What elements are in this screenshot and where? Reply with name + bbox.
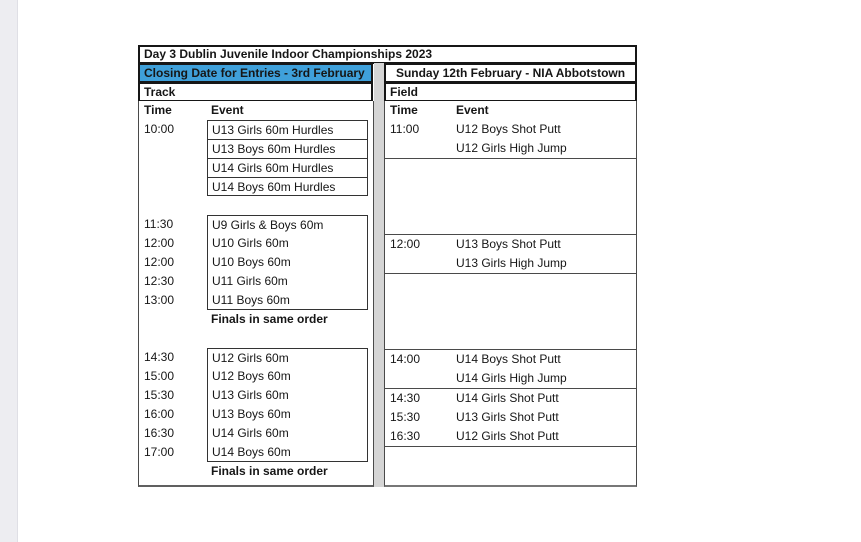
- time-cell: 15:00: [144, 369, 175, 383]
- time-cell: 12:30: [144, 274, 175, 288]
- track-column-headers: [139, 101, 373, 120]
- field-section-label: Field: [384, 82, 637, 102]
- event-cell: U13 Girls Shot Putt: [456, 410, 559, 424]
- field-block: [385, 120, 636, 158]
- event-cell: U14 Girls High Jump: [456, 371, 567, 385]
- track-schedule-row: [139, 139, 373, 158]
- time-cell: 16:00: [144, 407, 175, 421]
- field-schedule-row: [385, 389, 636, 408]
- track-schedule-row: [139, 291, 373, 310]
- venue-date-cell: Sunday 12th February - NIA Abbotstown: [384, 63, 637, 83]
- field-event-header: Event: [456, 103, 489, 117]
- event-cell: U11 Girls 60m: [207, 272, 368, 291]
- event-cell: U13 Girls High Jump: [456, 256, 567, 270]
- track-schedule-row: [139, 443, 373, 462]
- time-cell: 13:00: [144, 293, 175, 307]
- field-block: [385, 388, 636, 446]
- track-note-row: [139, 462, 373, 481]
- field-schedule-table: [384, 101, 637, 487]
- time-cell: 15:30: [390, 410, 421, 424]
- field-schedule-row: [385, 139, 636, 158]
- track-note-text: Finals in same order: [211, 312, 328, 326]
- track-time-header: Time: [144, 103, 172, 117]
- event-cell: U12 Girls High Jump: [456, 141, 567, 155]
- field-block: [385, 158, 636, 234]
- event-cell: U14 Girls 60m: [207, 424, 368, 443]
- schedule-title: Day 3 Dublin Juvenile Indoor Championships 2023: [138, 45, 637, 64]
- field-schedule-row: [385, 254, 636, 273]
- track-schedule-row: [139, 405, 373, 424]
- event-cell: U13 Boys Shot Putt: [456, 237, 561, 251]
- event-cell: U14 Girls Shot Putt: [456, 391, 559, 405]
- track-schedule-row: [139, 424, 373, 443]
- event-cell: U9 Girls & Boys 60m: [207, 215, 368, 234]
- time-cell: 15:30: [144, 388, 175, 402]
- field-time-header: Time: [390, 103, 418, 117]
- event-cell: U14 Boys 60m Hurdles: [207, 177, 368, 196]
- event-cell: U13 Girls 60m Hurdles: [207, 120, 368, 139]
- event-cell: U14 Boys Shot Putt: [456, 352, 561, 366]
- track-schedule-row: [139, 272, 373, 291]
- field-block: [385, 446, 636, 487]
- time-cell: 12:00: [144, 255, 175, 269]
- track-schedule-row: [139, 367, 373, 386]
- time-cell: 16:30: [144, 426, 175, 440]
- field-schedule-row: [385, 408, 636, 427]
- track-schedule-row: [139, 177, 373, 196]
- page-left-margin: [0, 0, 18, 542]
- event-cell: U11 Boys 60m: [207, 291, 368, 310]
- field-schedule-row: [385, 369, 636, 388]
- time-cell: 12:00: [144, 236, 175, 250]
- event-cell: U12 Girls Shot Putt: [456, 429, 559, 443]
- track-schedule-row: [139, 253, 373, 272]
- track-spacer-row: [139, 329, 373, 348]
- field-block: [385, 234, 636, 273]
- track-note-row: [139, 310, 373, 329]
- event-cell: U12 Boys Shot Putt: [456, 122, 561, 136]
- event-cell: U14 Girls 60m Hurdles: [207, 158, 368, 177]
- time-cell: 17:00: [144, 445, 175, 459]
- track-schedule-row: [139, 215, 373, 234]
- time-cell: 10:00: [144, 122, 175, 136]
- event-cell: U12 Girls 60m: [207, 348, 368, 367]
- time-cell: 11:00: [390, 122, 420, 136]
- event-cell: U12 Boys 60m: [207, 367, 368, 386]
- time-cell: 14:30: [390, 391, 421, 405]
- field-schedule-row: [385, 235, 636, 254]
- event-cell: U10 Girls 60m: [207, 234, 368, 253]
- track-schedule-row: [139, 158, 373, 177]
- track-schedule-row: [139, 234, 373, 253]
- time-cell: 11:30: [144, 217, 174, 231]
- time-cell: 14:00: [390, 352, 421, 366]
- time-cell: 12:00: [390, 237, 421, 251]
- event-cell: U10 Boys 60m: [207, 253, 368, 272]
- track-spacer-row: [139, 196, 373, 215]
- field-block: [385, 273, 636, 349]
- column-divider: [374, 63, 384, 487]
- field-schedule-row: [385, 427, 636, 446]
- track-event-header: Event: [211, 103, 244, 117]
- track-note-text: Finals in same order: [211, 464, 328, 478]
- field-schedule-row: [385, 350, 636, 369]
- time-cell: 14:30: [144, 350, 175, 364]
- track-section-label: Track: [138, 82, 373, 102]
- track-schedule-row: [139, 348, 373, 367]
- closing-date-cell: Closing Date for Entries - 3rd February: [138, 63, 373, 83]
- track-schedule-row: [139, 120, 373, 139]
- field-block: [385, 349, 636, 388]
- field-schedule-row: [385, 120, 636, 139]
- event-cell: U13 Girls 60m: [207, 386, 368, 405]
- track-schedule-table: [138, 101, 374, 487]
- track-schedule-row: [139, 386, 373, 405]
- field-column-headers: [385, 101, 636, 120]
- event-cell: U13 Boys 60m Hurdles: [207, 139, 368, 158]
- time-cell: 16:30: [390, 429, 421, 443]
- event-cell: U14 Boys 60m: [207, 443, 368, 462]
- event-cell: U13 Boys 60m: [207, 405, 368, 424]
